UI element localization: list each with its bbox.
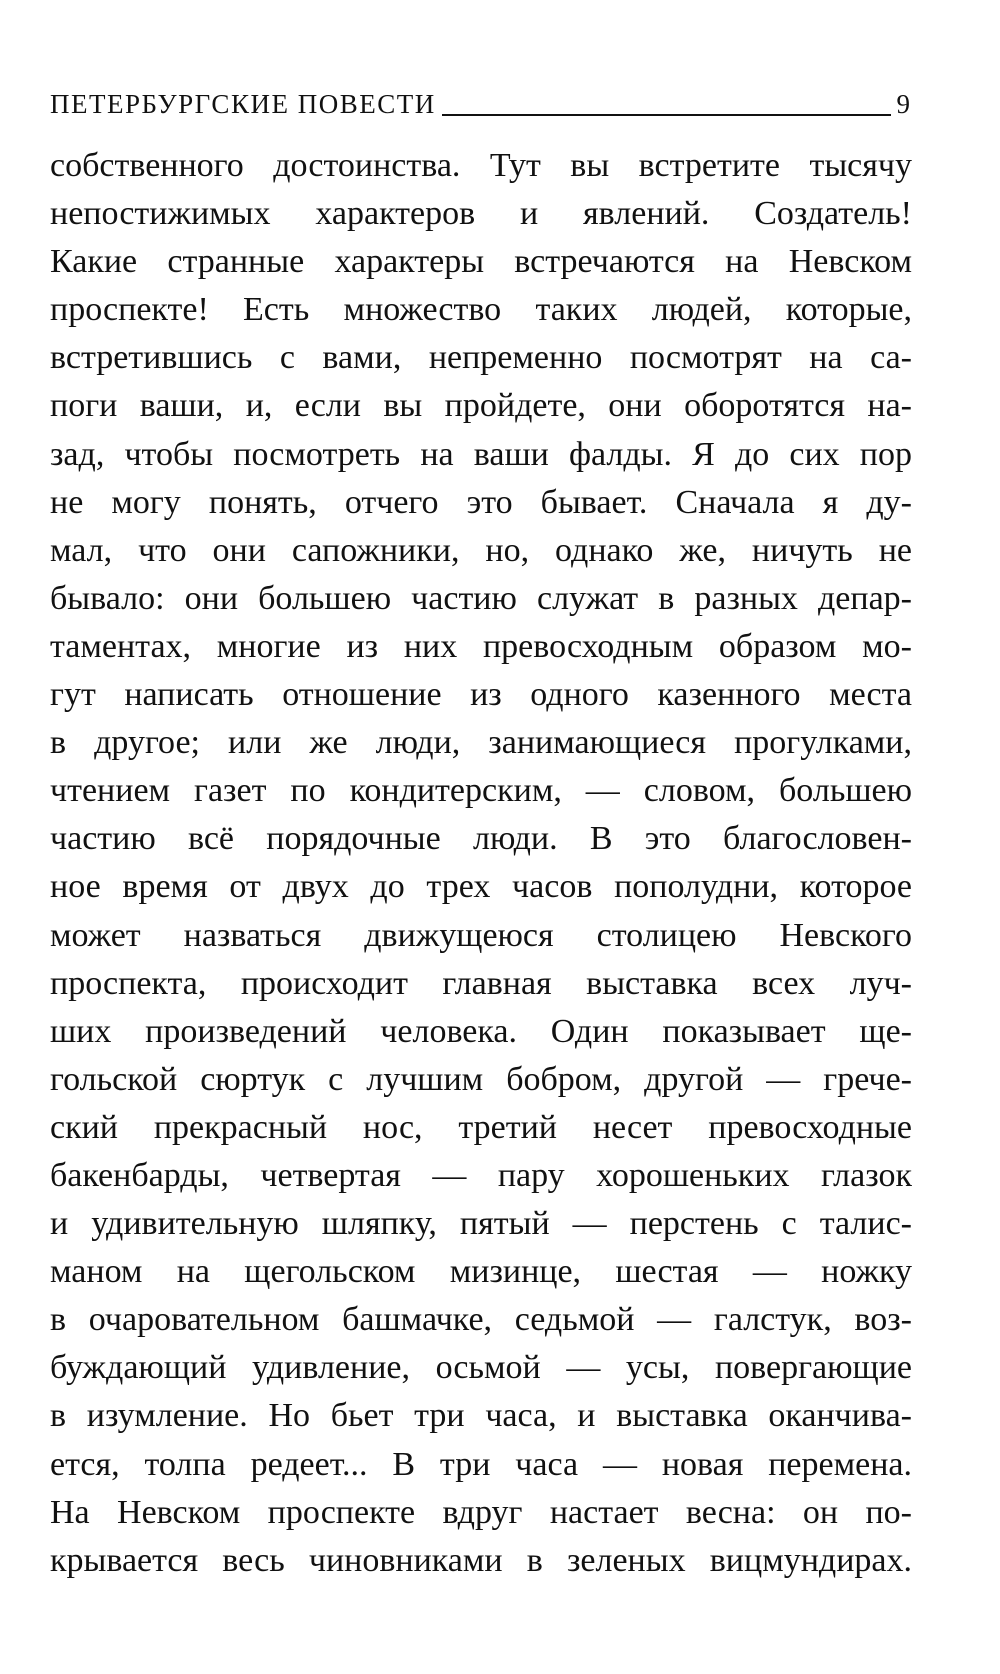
text-line: мал, что они сапожники, но, однако же, ничуть не <box>50 531 912 569</box>
text-line: ский прекрасный нос, третий несет превосходные <box>50 1108 912 1146</box>
text-line: гут написать отношение из одного казенного места <box>50 676 912 714</box>
text-line: собственного достоинства. Тут вы встретите тысячу <box>50 147 912 184</box>
text-line: На Невском проспекте вдруг настает весна: он по- <box>50 1493 912 1531</box>
text-line: может назваться движущеюся столицею Невского <box>50 916 912 954</box>
text-line: непостижимых характеров и явлений. Создатель! <box>50 195 912 233</box>
text-line: ших произведений человека. Один показывает ще- <box>50 1012 912 1050</box>
text-line: проспекте! Есть множество таких людей, которые, <box>50 291 912 329</box>
text-line: буждающий удивление, осьмой — усы, повергающие <box>50 1349 912 1387</box>
text-line: в очаровательном башмачке, седьмой — галстук, воз- <box>50 1301 912 1339</box>
text-line: проспекта, происходит главная выставка всех луч- <box>50 964 912 1002</box>
body-text <box>50 142 912 1585</box>
text-line: не могу понять, отчего это бывает. Сначала я ду- <box>50 483 912 521</box>
text-line: чтением газет по кондитерским, — словом, большею <box>50 772 912 810</box>
text-line: таментах, многие из них превосходным образом мо- <box>50 627 912 665</box>
running-title: ПЕТЕРБУРГСКИЕ ПОВЕСТИ <box>50 89 436 119</box>
text-line: маном на щегольском мизинце, шестая — ножку <box>50 1253 912 1291</box>
header-rule <box>442 114 891 116</box>
text-line: и удивительную шляпку, пятый — перстень с талис- <box>50 1205 912 1243</box>
text-line: частию всё порядочные люди. В это благословен- <box>50 820 912 858</box>
running-head <box>50 82 910 122</box>
text-line: крывается весь чиновниками в зеленых вицмундирах. <box>50 1541 912 1579</box>
text-line: зад, чтобы посмотреть на ваши фалды. Я до сих пор <box>50 435 912 473</box>
text-line: ется, толпа редеет... В три часа — новая перемена. <box>50 1445 912 1483</box>
text-line: в другое; или же люди, занимающиеся прогулками, <box>50 724 912 762</box>
text-line: ное время от двух до трех часов пополудни, которое <box>50 868 912 906</box>
text-line: в изумление. Но бьет три часа, и выставка оканчива- <box>50 1397 912 1435</box>
text-line: гольской сюртук с лучшим бобром, другой — грече- <box>50 1060 912 1098</box>
text-line: бакенбарды, четвертая — пару хорошеньких глазок <box>50 1156 912 1194</box>
text-line: поги ваши, и, если вы пройдете, они оборотятся на- <box>50 387 912 425</box>
text-line: бывало: они большею частию служат в разных депар- <box>50 579 912 617</box>
text-line: встретившись с вами, непременно посмотрят на са- <box>50 339 912 377</box>
text-line: Какие странные характеры встречаются на Невском <box>50 243 912 281</box>
page-number: 9 <box>896 89 910 119</box>
